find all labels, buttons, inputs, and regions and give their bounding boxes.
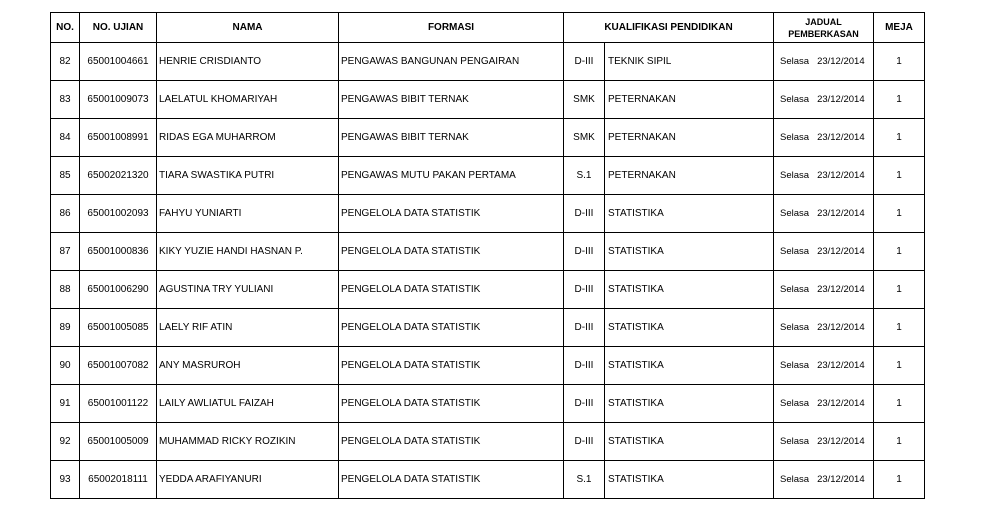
table-body — [51, 43, 925, 499]
cell-jurusan: STATISTIKA — [608, 398, 664, 409]
jadual-hari: Selasa — [780, 284, 810, 295]
cell-jenjang: SMK — [564, 119, 605, 156]
cell-jadual — [774, 423, 874, 461]
jadual-hari: Selasa — [780, 94, 810, 105]
cell-jadual — [774, 195, 874, 233]
cell-meja: 1 — [874, 309, 925, 347]
cell-kualifikasi — [564, 461, 774, 499]
cell-jenjang: D-III — [564, 195, 605, 232]
cell-jurusan: PETERNAKAN — [608, 94, 676, 105]
header-jadual: JADUAL PEMBERKASAN — [774, 13, 874, 43]
cell-jenjang: D-III — [564, 385, 605, 422]
cell-jadual — [774, 233, 874, 271]
cell-jadual — [774, 43, 874, 81]
participant-table — [50, 12, 925, 499]
cell-meja: 1 — [874, 461, 925, 499]
cell-no-ujian: 65001005009 — [80, 423, 157, 461]
cell-nama: ANY MASRUROH — [157, 347, 339, 385]
cell-no-ujian: 65001000836 — [80, 233, 157, 271]
jadual-hari: Selasa — [780, 56, 810, 67]
cell-nama: LAILY AWLIATUL FAIZAH — [157, 385, 339, 423]
table-row — [51, 461, 925, 499]
cell-jurusan: TEKNIK SIPIL — [608, 56, 672, 67]
jadual-tanggal: 23/12/2014 — [817, 398, 865, 409]
jadual-tanggal: 23/12/2014 — [817, 94, 865, 105]
cell-jadual — [774, 385, 874, 423]
cell-no: 85 — [51, 157, 80, 195]
cell-meja: 1 — [874, 119, 925, 157]
jadual-tanggal: 23/12/2014 — [817, 322, 865, 333]
cell-jadual — [774, 347, 874, 385]
jadual-hari: Selasa — [780, 360, 810, 371]
jadual-hari: Selasa — [780, 398, 810, 409]
cell-no-ujian: 65002018111 — [80, 461, 157, 499]
cell-meja: 1 — [874, 271, 925, 309]
cell-kualifikasi — [564, 43, 774, 81]
cell-jurusan: STATISTIKA — [608, 246, 664, 257]
cell-kualifikasi — [564, 423, 774, 461]
cell-kualifikasi — [564, 81, 774, 119]
cell-kualifikasi — [564, 157, 774, 195]
cell-kualifikasi — [564, 233, 774, 271]
cell-jurusan: STATISTIKA — [608, 208, 664, 219]
cell-no: 82 — [51, 43, 80, 81]
cell-jurusan: STATISTIKA — [608, 284, 664, 295]
jadual-hari: Selasa — [780, 170, 810, 181]
table-row — [51, 81, 925, 119]
cell-jenjang: D-III — [564, 233, 605, 270]
cell-formasi: PENGELOLA DATA STATISTIK — [339, 195, 564, 233]
table-row — [51, 423, 925, 461]
header-no: NO. — [51, 13, 80, 43]
cell-no: 89 — [51, 309, 80, 347]
cell-nama: RIDAS EGA MUHARROM — [157, 119, 339, 157]
cell-jadual — [774, 271, 874, 309]
cell-jenjang: D-III — [564, 423, 605, 460]
cell-jadual — [774, 461, 874, 499]
kualifikasi-wrap — [564, 423, 773, 460]
header-formasi: FORMASI — [339, 13, 564, 43]
kualifikasi-wrap — [564, 81, 773, 118]
kualifikasi-wrap — [564, 309, 773, 346]
cell-meja: 1 — [874, 347, 925, 385]
cell-no: 87 — [51, 233, 80, 271]
cell-jenjang: S.1 — [564, 461, 605, 498]
cell-no: 84 — [51, 119, 80, 157]
jadual-tanggal: 23/12/2014 — [817, 208, 865, 219]
cell-no-ujian: 65001002093 — [80, 195, 157, 233]
cell-nama: LAELATUL KHOMARIYAH — [157, 81, 339, 119]
table-row — [51, 119, 925, 157]
header-no-ujian: NO. UJIAN — [80, 13, 157, 43]
cell-jenjang: S.1 — [564, 157, 605, 194]
jadual-tanggal: 23/12/2014 — [817, 360, 865, 371]
cell-nama: FAHYU YUNIARTI — [157, 195, 339, 233]
cell-jadual — [774, 157, 874, 195]
jadual-tanggal: 23/12/2014 — [817, 474, 865, 485]
cell-no-ujian: 65001009073 — [80, 81, 157, 119]
cell-formasi: PENGELOLA DATA STATISTIK — [339, 233, 564, 271]
table-row — [51, 271, 925, 309]
cell-jadual — [774, 81, 874, 119]
cell-jurusan: STATISTIKA — [608, 322, 664, 333]
cell-meja: 1 — [874, 195, 925, 233]
cell-formasi: PENGELOLA DATA STATISTIK — [339, 271, 564, 309]
kualifikasi-wrap — [564, 119, 773, 156]
table-row — [51, 195, 925, 233]
jadual-hari: Selasa — [780, 246, 810, 257]
cell-formasi: PENGELOLA DATA STATISTIK — [339, 423, 564, 461]
kualifikasi-wrap — [564, 461, 773, 498]
cell-no: 83 — [51, 81, 80, 119]
kualifikasi-wrap — [564, 271, 773, 308]
cell-meja: 1 — [874, 43, 925, 81]
cell-meja: 1 — [874, 233, 925, 271]
header-nama: NAMA — [157, 13, 339, 43]
cell-no-ujian: 65001004661 — [80, 43, 157, 81]
kualifikasi-wrap — [564, 233, 773, 270]
cell-no-ujian: 65001005085 — [80, 309, 157, 347]
jadual-hari: Selasa — [780, 208, 810, 219]
jadual-hari: Selasa — [780, 322, 810, 333]
cell-kualifikasi — [564, 385, 774, 423]
cell-jurusan: STATISTIKA — [608, 474, 664, 485]
jadual-tanggal: 23/12/2014 — [817, 284, 865, 295]
cell-kualifikasi — [564, 309, 774, 347]
cell-nama: LAELY RIF ATIN — [157, 309, 339, 347]
jadual-hari: Selasa — [780, 474, 810, 485]
cell-jenjang: D-III — [564, 43, 605, 80]
cell-formasi: PENGAWAS BANGUNAN PENGAIRAN — [339, 43, 564, 81]
jadual-tanggal: 23/12/2014 — [817, 170, 865, 181]
cell-nama: TIARA SWASTIKA PUTRI — [157, 157, 339, 195]
cell-jurusan: STATISTIKA — [608, 436, 664, 447]
table-row — [51, 309, 925, 347]
cell-meja: 1 — [874, 385, 925, 423]
jadual-tanggal: 23/12/2014 — [817, 56, 865, 67]
kualifikasi-wrap — [564, 157, 773, 194]
cell-jurusan: STATISTIKA — [608, 360, 664, 371]
cell-formasi: PENGAWAS BIBIT TERNAK — [339, 81, 564, 119]
cell-no: 92 — [51, 423, 80, 461]
jadual-tanggal: 23/12/2014 — [817, 246, 865, 257]
cell-no: 88 — [51, 271, 80, 309]
cell-formasi: PENGAWAS BIBIT TERNAK — [339, 119, 564, 157]
cell-nama: HENRIE CRISDIANTO — [157, 43, 339, 81]
cell-no: 90 — [51, 347, 80, 385]
jadual-hari: Selasa — [780, 436, 810, 447]
cell-formasi: PENGELOLA DATA STATISTIK — [339, 347, 564, 385]
jadual-tanggal: 23/12/2014 — [817, 436, 865, 447]
cell-jenjang: D-III — [564, 271, 605, 308]
table-header-row — [51, 13, 925, 43]
table-row — [51, 43, 925, 81]
cell-jenjang: D-III — [564, 309, 605, 346]
cell-no-ujian: 65001001122 — [80, 385, 157, 423]
cell-meja: 1 — [874, 157, 925, 195]
cell-kualifikasi — [564, 119, 774, 157]
cell-no-ujian: 65001008991 — [80, 119, 157, 157]
kualifikasi-wrap — [564, 43, 773, 80]
table-row — [51, 385, 925, 423]
cell-jenjang: D-III — [564, 347, 605, 384]
cell-no: 91 — [51, 385, 80, 423]
table-row — [51, 347, 925, 385]
cell-jadual — [774, 119, 874, 157]
cell-meja: 1 — [874, 81, 925, 119]
cell-kualifikasi — [564, 195, 774, 233]
cell-no-ujian: 65001006290 — [80, 271, 157, 309]
cell-kualifikasi — [564, 347, 774, 385]
cell-formasi: PENGELOLA DATA STATISTIK — [339, 461, 564, 499]
cell-nama: KIKY YUZIE HANDI HASNAN P. — [157, 233, 339, 271]
document-sheet — [50, 12, 924, 499]
cell-no: 93 — [51, 461, 80, 499]
cell-jadual — [774, 309, 874, 347]
cell-no-ujian: 65001007082 — [80, 347, 157, 385]
kualifikasi-wrap — [564, 195, 773, 232]
jadual-hari: Selasa — [780, 132, 810, 143]
cell-no-ujian: 65002021320 — [80, 157, 157, 195]
table-row — [51, 233, 925, 271]
cell-jurusan: PETERNAKAN — [608, 132, 676, 143]
cell-formasi: PENGAWAS MUTU PAKAN PERTAMA — [339, 157, 564, 195]
cell-formasi: PENGELOLA DATA STATISTIK — [339, 385, 564, 423]
cell-nama: AGUSTINA TRY YULIANI — [157, 271, 339, 309]
cell-meja: 1 — [874, 423, 925, 461]
table-row — [51, 157, 925, 195]
header-kualifikasi: KUALIFIKASI PENDIDIKAN — [564, 13, 774, 43]
header-meja: MEJA — [874, 13, 925, 43]
cell-formasi: PENGELOLA DATA STATISTIK — [339, 309, 564, 347]
cell-jurusan: PETERNAKAN — [608, 170, 676, 181]
cell-kualifikasi — [564, 271, 774, 309]
kualifikasi-wrap — [564, 347, 773, 384]
cell-jenjang: SMK — [564, 81, 605, 118]
jadual-tanggal: 23/12/2014 — [817, 132, 865, 143]
cell-no: 86 — [51, 195, 80, 233]
kualifikasi-wrap — [564, 385, 773, 422]
cell-nama: YEDDA ARAFIYANURI — [157, 461, 339, 499]
cell-nama: MUHAMMAD RICKY ROZIKIN — [157, 423, 339, 461]
